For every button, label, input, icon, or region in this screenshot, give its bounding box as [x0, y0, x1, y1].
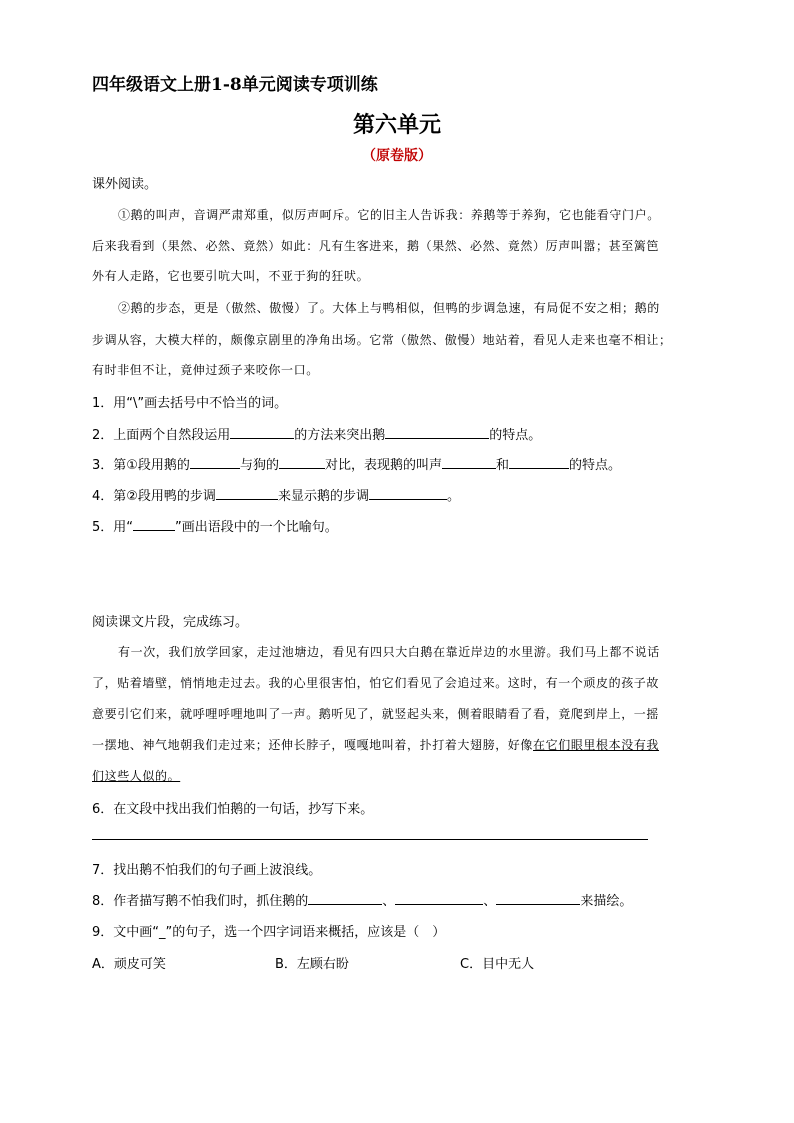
- question-text: 和: [495, 458, 509, 473]
- passage2-line: [92, 736, 659, 753]
- question-6: 6．在文段中找出我们怕鹅的一句话，抄写下来。: [92, 802, 374, 817]
- section2-intro: 阅读课文片段，完成练习。: [92, 615, 249, 630]
- answer-blank[interactable]: [385, 426, 489, 439]
- section1-intro: 课外阅读。: [92, 177, 158, 192]
- answer-blank[interactable]: [216, 487, 278, 500]
- answer-blank[interactable]: [369, 487, 447, 500]
- option-a[interactable]: A．顽皮可笑: [92, 957, 166, 972]
- question-text: 。: [446, 489, 460, 504]
- question-text: 与狗的: [239, 458, 279, 473]
- question-text: 、: [483, 894, 497, 909]
- question-text: 4．第②段用鸭的步调: [92, 489, 216, 504]
- question-text: 、: [382, 894, 396, 909]
- question-text: 来显示鹅的步调: [277, 489, 369, 504]
- answer-line[interactable]: [92, 838, 648, 840]
- question-text: 8．作者描写鹅不怕我们时，抓住鹅的: [92, 894, 309, 909]
- answer-blank[interactable]: [308, 892, 382, 905]
- underlined-sentence: 们这些人似的。: [92, 769, 181, 783]
- passage1-line: ①鹅的叫声，音调严肃郑重，似厉声呵斥。它的旧主人告诉我：养鹅等于养狗，它也能看守门户。: [118, 208, 660, 222]
- passage1-line: 步调从容，大模大样的，颇像京剧里的净角出场。它常（傲然、傲慢）地站着，看见人走来也毫不相让；: [92, 333, 672, 347]
- passage1-line: 后来我看到（果然、必然、竟然）如此：凡有生客进来，鹅（果然、必然、竟然）厉声叫嚣；甚至篱笆: [92, 239, 660, 253]
- answer-blank[interactable]: [442, 456, 496, 469]
- question-text: 的特点。: [568, 458, 621, 473]
- answer-blank[interactable]: [395, 892, 483, 905]
- question-text: 来描绘。: [580, 894, 633, 909]
- passage2-line: 了，贴着墙壁，悄悄地走过去。我的心里很害怕，怕它们看见了会追过来。这时，有一个顽皮的孩子故: [92, 676, 660, 690]
- underline-sample: [133, 518, 175, 531]
- answer-blank[interactable]: [509, 456, 569, 469]
- question-8: [92, 890, 632, 909]
- option-c[interactable]: C．目中无人: [460, 957, 535, 972]
- answer-blank[interactable]: [190, 456, 240, 469]
- question-7: 7．找出鹅不怕我们的句子画上波浪线。: [92, 863, 322, 878]
- question-3: [92, 454, 621, 473]
- question-4: [92, 485, 460, 504]
- unit-title: 第六单元: [352, 112, 441, 138]
- question-text: 3．第①段用鹅的: [92, 458, 190, 473]
- question-2: [92, 424, 541, 443]
- question-text: 的特点。: [489, 428, 542, 443]
- document-title: 四年级语文上册1-8单元阅读专项训练: [92, 75, 378, 95]
- answer-blank[interactable]: [230, 426, 294, 439]
- passage1-line: ②鹅的步态，更是（傲然、傲慢）了。大体上与鸭相似，但鸭的步调急速，有局促不安之相；鹅的: [118, 301, 660, 315]
- question-text: 2．上面两个自然段运用: [92, 428, 231, 443]
- question-5: [92, 516, 338, 535]
- option-b[interactable]: B．左顾右盼: [275, 957, 349, 972]
- passage1-line: 有时非但不让，竟伸过颈子来咬你一口。: [92, 363, 319, 377]
- passage-text: 一摆地、神气地朝我们走过来；还伸长脖子，嘎嘎地叫着，扑打着大翅膀，好像: [92, 738, 534, 752]
- question-text: ”画出语段中的一个比喻句。: [175, 520, 338, 535]
- question-9: 9．文中画“_”的句子，选一个四字词语来概括，应该是（ ）: [92, 925, 446, 940]
- passage2-line: 有一次，我们放学回家，走过池塘边，看见有四只大白鹅在靠近岸边的水里游。我们马上都不说话: [118, 645, 660, 659]
- answer-blank[interactable]: [279, 456, 325, 469]
- question-text: 的方法来突出鹅: [294, 428, 386, 443]
- passage2-line: 意要引它们来，就呼哩呼哩地叫了一声。鹅听见了，就竖起头来，侧着眼睛看了看，竟爬到岸上，一摇: [92, 707, 660, 721]
- unit-subtitle: （原卷版）: [362, 148, 432, 164]
- question-text: 5．用“: [92, 520, 134, 535]
- question-text: 对比，表现鹅的叫声: [324, 458, 442, 473]
- passage1-line: 外有人走路，它也要引吭大叫，不亚于狗的狂吠。: [92, 269, 370, 283]
- underlined-sentence: 在它们眼里根本没有我: [533, 738, 660, 752]
- question-1: 1．用“\”画去括号中不恰当的词。: [92, 396, 288, 411]
- answer-blank[interactable]: [496, 892, 580, 905]
